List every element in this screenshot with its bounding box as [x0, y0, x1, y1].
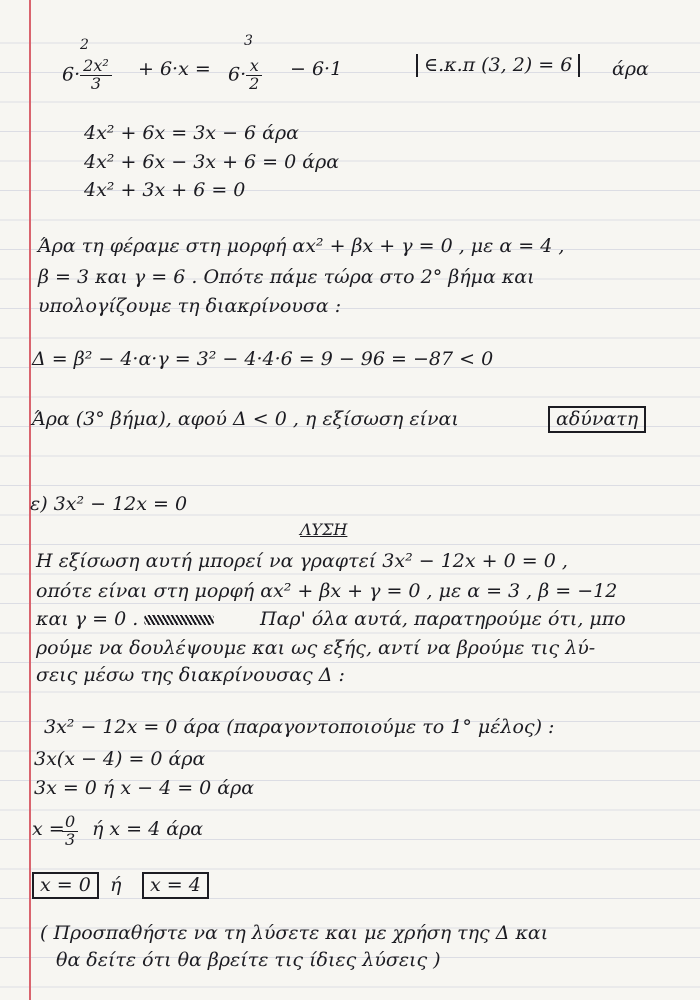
text-line-l21or: ή: [110, 874, 122, 896]
text-line-l7: υπολογίζουμε τη διακρίνουσα :: [38, 295, 342, 317]
text-line-l1tail2: − 6·1: [290, 58, 343, 80]
lcm-bracket: ∈.κ.π (3, 2) = 6: [416, 54, 580, 77]
text-line-l5: Άρα τη φέραμε στη μορφή αx² + βx + γ = 0 , με α = 4 ,: [38, 235, 565, 257]
crossed-out-scribble: [144, 615, 214, 625]
impossible-box: αδύνατη: [548, 406, 646, 433]
text-line-l1bracket: [416, 54, 580, 77]
text-line-14a: και γ = 0 .: [36, 610, 214, 629]
text-line-l22: ( Προσπαθήστε να τη λύσετε και με χρήση της Δ και: [40, 922, 549, 944]
answer-box-2: x = 4: [142, 872, 209, 899]
solution-heading: ΛΥΣΗ: [300, 520, 348, 539]
equation-line-1: [62, 58, 112, 93]
text-line-l1a: 2: [80, 37, 89, 53]
text-line-l1b: 3: [244, 33, 253, 49]
text-line-l8: Δ = β² − 4·α·γ = 3² − 4·4·6 = 9 − 96 = −87 < 0: [32, 348, 494, 370]
text-line-l16: σεις μέσω της διακρίνουσας Δ :: [36, 664, 345, 686]
text-line-l12: Η εξίσωση αυτή μπορεί να γραφτεί 3x² − 12x + 0 = 0 ,: [36, 550, 568, 572]
text-line-l17: 3x² − 12x = 0 άρα (παραγοντοποιούμε το 1° μέλος) :: [44, 716, 555, 738]
fraction-2x2-over-3: $\frac{\text{2x²}}{3}$: [80, 58, 112, 93]
text-line-l18: 3x(x − 4) = 0 άρα: [34, 748, 206, 770]
text-line-l1tail: + 6·x =: [138, 58, 211, 80]
text-line-l1ara: άρα: [612, 58, 649, 80]
text-line-l14b: Παρ' όλα αυτά, παρατηρούμε ότι, μπο: [260, 608, 626, 630]
text-line-l23: θα δείτε ότι θα βρείτε τις ίδιες λύσεις ): [56, 949, 441, 971]
coefficient: 6·: [62, 63, 81, 86]
text-line-l4: 4x² + 3x + 6 = 0: [84, 179, 246, 201]
coefficient: 6·: [228, 63, 247, 86]
text-line-l10: ε) 3x² − 12x = 0: [30, 493, 188, 515]
text-line-l3: 4x² + 6x − 3x + 6 = 0 άρα: [84, 151, 340, 173]
text-line-l2: 4x² + 6x = 3x − 6 άρα: [84, 122, 299, 144]
fraction-x-over-2: $\frac{x}{2}$: [246, 58, 262, 93]
answer-box-1: x = 0: [32, 872, 99, 899]
text-line-l20a: x =: [32, 818, 65, 840]
fraction-0-over-3: $\frac{0}{3}$: [62, 814, 78, 849]
text-line-l20b: ή x = 4 άρα: [92, 818, 204, 840]
text-line-l13: οπότε είναι στη μορφή αx² + βx + γ = 0 , με α = 3 , β = −12: [36, 580, 618, 602]
text-line-l19: 3x = 0 ή x − 4 = 0 άρα: [34, 777, 255, 799]
text-line-l6: β = 3 και γ = 6 . Οπότε πάμε τώρα στο 2° βήμα και: [38, 266, 535, 288]
text-line-l9: Άρα (3° βήμα), αφού Δ < 0 , η εξίσωση είναι: [32, 408, 459, 430]
text-line-l15: ρούμε να δουλέψουμε και ως εξής, αντί να βρούμε τις λύ-: [36, 637, 596, 659]
equation-line-1-rhs: [228, 58, 262, 93]
